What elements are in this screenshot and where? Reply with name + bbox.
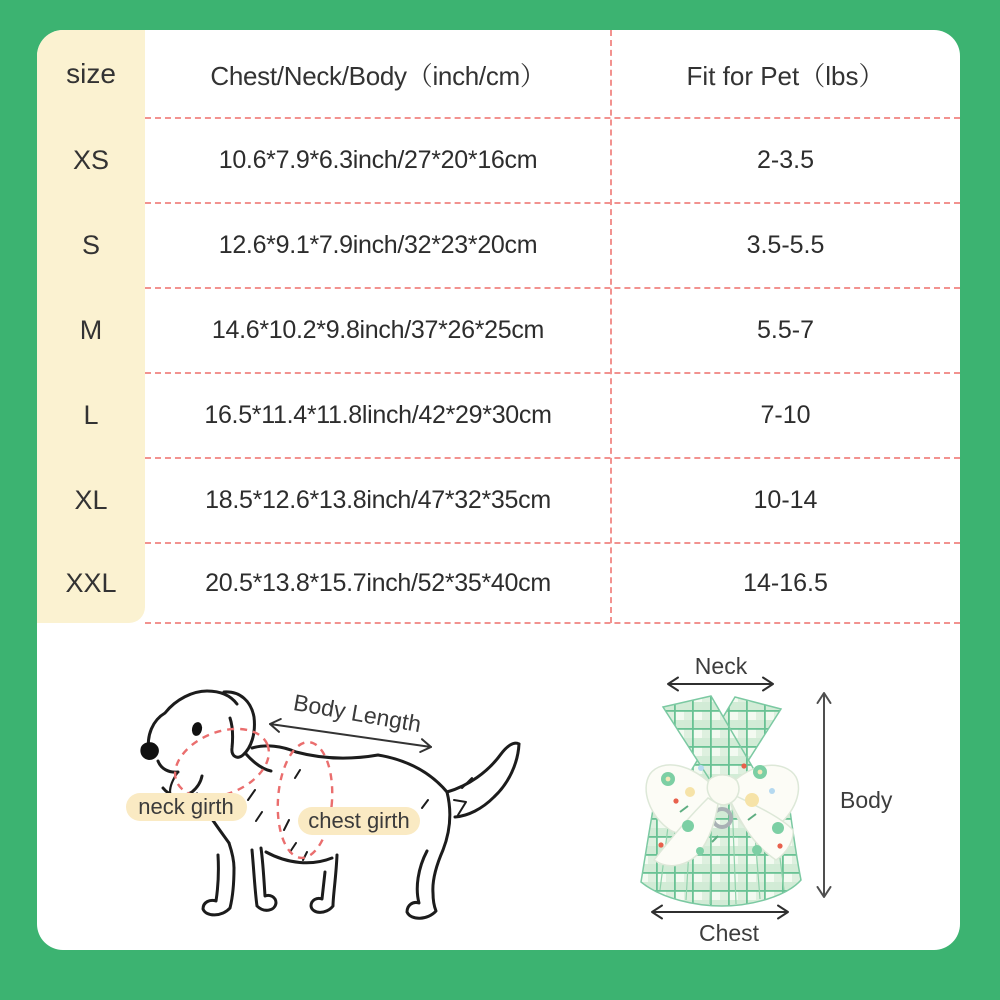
row-size-label: XS — [72, 145, 110, 175]
row-measure: 10.6*7.9*6.3inch/27*20*16cm — [218, 146, 538, 174]
row-fit: 2-3.5 — [757, 146, 814, 174]
dress-chest-label: Chest — [698, 920, 760, 946]
table-row — [37, 458, 960, 543]
row-fit: 5.5-7 — [757, 316, 814, 344]
header-measure: Chest/Neck/Body（inch/cm） — [210, 60, 546, 91]
size-chart-card — [37, 30, 960, 950]
row-measure: 14.6*10.2*9.8inch/37*26*25cm — [211, 316, 545, 344]
row-measure: 16.5*11.4*11.8linch/42*29*30cm — [204, 401, 552, 429]
row-fit: 10-14 — [753, 486, 818, 514]
row-size-label: XXL — [65, 567, 117, 598]
row-size-label: XL — [74, 485, 108, 515]
dress-neck-label: Neck — [694, 653, 748, 679]
table-row — [37, 373, 960, 458]
row-fit: 7-10 — [760, 401, 811, 429]
dog-eye-icon — [191, 721, 204, 737]
row-fit: 3.5-5.5 — [746, 231, 825, 259]
measurement-illustration — [37, 623, 960, 950]
header-size: size — [66, 58, 116, 89]
row-size-label: L — [83, 400, 99, 430]
dress-drawing — [641, 696, 801, 906]
row-measure: 20.5*13.8*15.7inch/52*35*40cm — [205, 568, 551, 597]
row-size-label: M — [79, 315, 103, 345]
dress-neck-arrow — [668, 678, 773, 691]
row-measure: 18.5*12.6*13.8inch/47*32*35cm — [205, 486, 551, 514]
neck-girth-label: neck girth — [138, 794, 234, 819]
table-row — [37, 118, 960, 203]
table-header-row — [37, 30, 960, 118]
row-size-label: S — [81, 230, 100, 260]
chest-girth-label: chest girth — [308, 808, 410, 833]
dress-chest-arrow — [652, 906, 788, 919]
dress-body-arrow — [818, 693, 831, 897]
dress-body-label: Body — [840, 787, 893, 813]
table-row — [37, 543, 960, 623]
header-fit: Fit for Pet（lbs） — [686, 60, 885, 91]
row-measure: 12.6*9.1*7.9inch/32*23*20cm — [218, 231, 538, 259]
table-row — [37, 288, 960, 373]
dog-nose-icon — [140, 742, 158, 760]
row-fit: 14-16.5 — [743, 568, 828, 597]
body-length-label: Body Length — [291, 689, 424, 738]
table-row — [37, 203, 960, 288]
